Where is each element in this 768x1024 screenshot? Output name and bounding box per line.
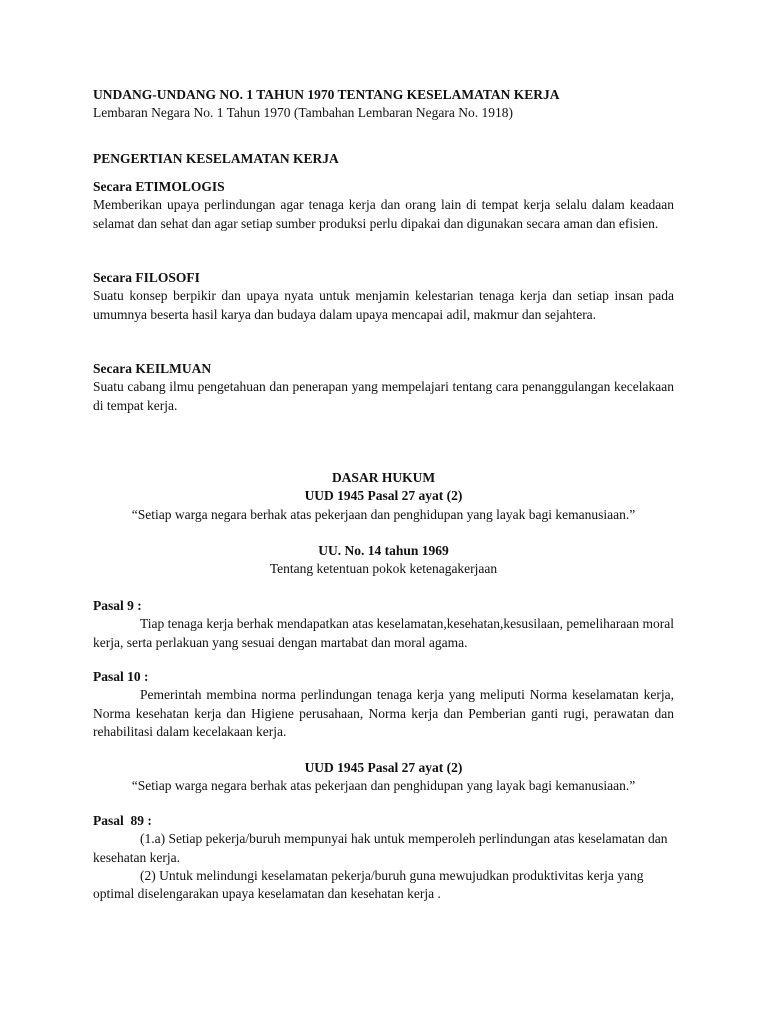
section-heading: DASAR HUKUM [331,470,436,485]
law-title: UU. No. 14 tahun 1969 [318,543,449,558]
pasal-text: Pemerintah membina norma perlindungan tenaga kerja yang meliputi Norma keselamatan kerja, Norma kesehatan kerja dan Higiene perusahaan, Norma kerja dan Pemberian ganti rugi, perawatan dan rehabilitasi dalam kecelakaan kerja. [93,687,674,739]
pasal-text: Tiap tenaga kerja berhak mendapatkan atas keselamatan,kesehatan,kesusilaan, pemeliharaan moral kerja, serta perlakuan yang sesuai dengan martabat dan moral agama. [93,616,674,650]
pasal-89 [93,812,674,903]
uud-repeat-header [93,759,674,796]
definition-text: Memberikan upaya perlindungan agar tenaga kerja dan orang lain di tempat kerja selalu dalam keadaan selamat dan sehat dan agar setiap sumber produksi perlu dipakai dan digunakan secara aman dan efisien. [93,197,674,231]
definition-filosofi [93,269,674,324]
pasal-label: Pasal 9 : [93,598,142,613]
definition-text: Suatu konsep berpikir dan upaya nyata untuk menjamin kelestarian tenaga kerja dan setiap insan pada umumnya beserta hasil karya dan budaya dalam upaya mencapai adil, makmur dan sejahtera. [93,288,674,322]
pasal-label: Pasal 89 : [93,813,152,828]
section-heading-pengertian [93,150,674,168]
law-subtitle: Tentang ketentuan pokok ketenagakerjaan [269,561,498,577]
law-quote: “Setiap warga negara berhak atas pekerjaan dan penghidupan yang layak bagi kemanusiaan.” [131,506,636,522]
pasal-9 [93,597,674,652]
document-subtitle: Lembaran Negara No. 1 Tahun 1970 (Tambahan Lembaran Negara No. 1918) [93,105,513,121]
pasal-item: (1.a) Setiap pekerja/buruh mempunyai hak untuk memperoleh perlindungan atas keselamatan dan kesehatan kerja. [93,831,668,865]
definition-text: Suatu cabang ilmu pengetahuan dan penerapan yang mempelajari tentang cara penanggulangan kecelakaan di tempat kerja. [93,379,674,413]
dasar-hukum-header [93,469,674,524]
document-header [93,86,674,123]
document-title: UNDANG-UNDANG NO. 1 TAHUN 1970 TENTANG KESELAMATAN KERJA [93,87,560,102]
uu14-header [93,542,674,579]
pasal-10 [93,668,674,741]
law-title: UUD 1945 Pasal 27 ayat (2) [304,760,463,775]
definition-label: Secara FILOSOFI [93,270,200,285]
law-title: UUD 1945 Pasal 27 ayat (2) [304,488,463,504]
pasal-label: Pasal 10 : [93,669,149,684]
definition-label: Secara KEILMUAN [93,361,212,376]
pasal-item: (2) Untuk melindungi keselamatan pekerja/buruh guna mewujudkan produktivitas kerja yang optimal diselengarakan upaya keselamatan dan kesehatan kerja . [93,867,644,902]
definition-etimologis [93,178,674,233]
definition-keilmuan [93,360,674,415]
definition-label: Secara ETIMOLOGIS [93,179,225,194]
law-quote: “Setiap warga negara berhak atas pekerjaan dan penghidupan yang layak bagi kemanusiaan.” [131,778,636,794]
section-heading: PENGERTIAN KESELAMATAN KERJA [93,151,339,166]
